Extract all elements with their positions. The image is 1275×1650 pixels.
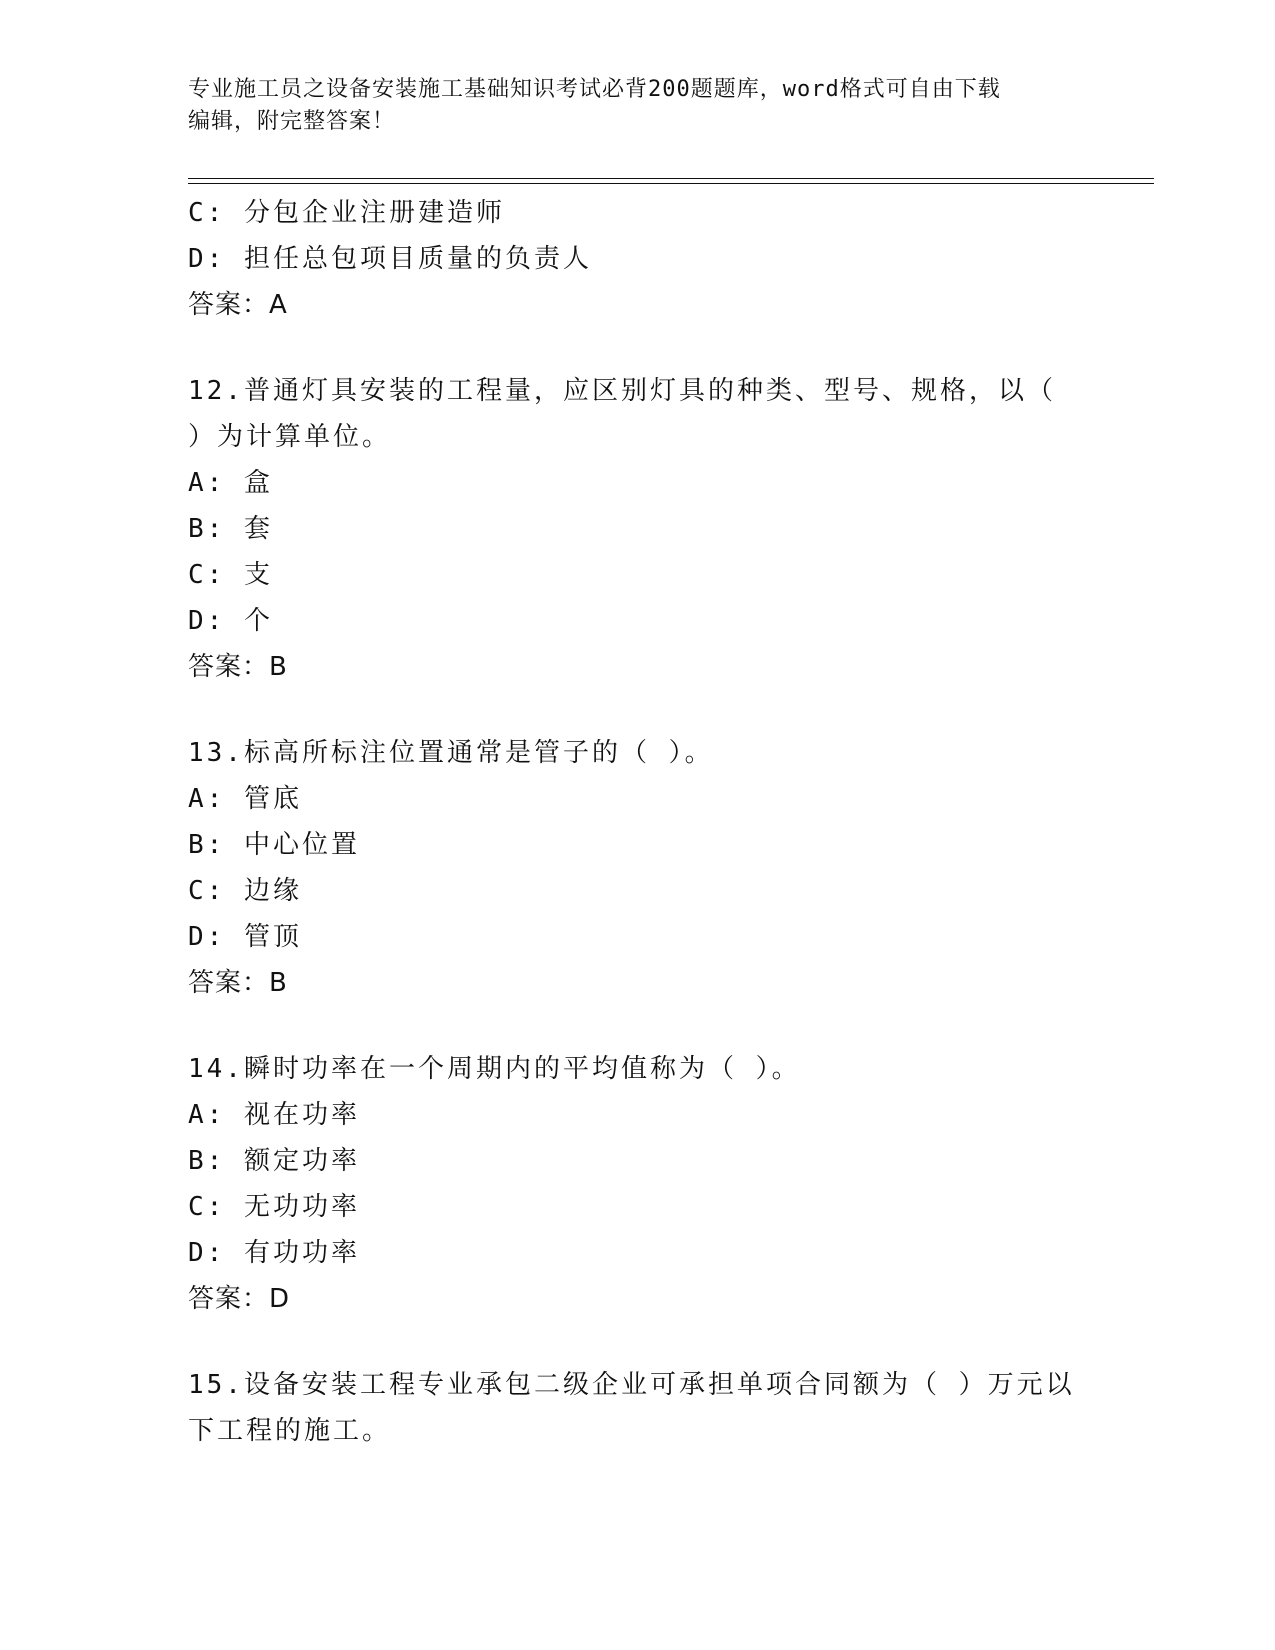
question-12: [188, 368, 1088, 690]
option-c: C: 边缘: [188, 876, 302, 906]
header-title-line-2: 编辑，附完整答案！: [188, 109, 396, 134]
header-title-line-1: 专业施工员之设备安装施工基础知识考试必背200题题库，word格式可自由下载: [188, 77, 1001, 102]
question-stem-line-1: 15.设备安装工程专业承包二级企业可承担单项合同额为（ ）万元以: [188, 1370, 1075, 1400]
question-13: [188, 730, 1088, 1006]
question-stem-line-1: 14.瞬时功率在一个周期内的平均值称为（ ）。: [188, 1054, 801, 1084]
question-list: [188, 190, 1088, 1454]
option-b: B: 中心位置: [188, 830, 360, 860]
question-stem-line-1: 12.普通灯具安装的工程量，应区别灯具的种类、型号、规格，以（: [188, 376, 1056, 406]
option-a: A: 管底: [188, 784, 302, 814]
question-14: [188, 1046, 1088, 1322]
option-a: A: 视在功率: [188, 1100, 360, 1130]
answer-line: 答案：A: [188, 290, 288, 320]
question-15: [188, 1362, 1088, 1454]
option-d: D: 管顶: [188, 922, 302, 952]
option-b: B: 套: [188, 514, 273, 544]
option-c: C: 无功功率: [188, 1192, 360, 1222]
option-d: D: 个: [188, 606, 273, 636]
option-c: C: 支: [188, 560, 273, 590]
option-c: C: 分包企业注册建造师: [188, 198, 505, 228]
question-stem-line-1: 13.标高所标注位置通常是管子的（ ）。: [188, 738, 714, 768]
header-divider-bottom: [188, 183, 1154, 184]
answer-line: 答案：B: [188, 652, 288, 682]
question-stem-line-2: ）为计算单位。: [188, 422, 392, 452]
answer-line: 答案：D: [188, 1284, 291, 1314]
question-11-tail: [188, 190, 1088, 328]
question-stem-line-2: 下工程的施工。: [188, 1416, 392, 1446]
header-divider-top: [188, 178, 1154, 179]
option-d: D: 担任总包项目质量的负责人: [188, 244, 592, 274]
document-header: [188, 74, 1088, 138]
option-b: B: 额定功率: [188, 1146, 360, 1176]
option-a: A: 盒: [188, 468, 273, 498]
answer-line: 答案：B: [188, 968, 288, 998]
option-d: D: 有功功率: [188, 1238, 360, 1268]
